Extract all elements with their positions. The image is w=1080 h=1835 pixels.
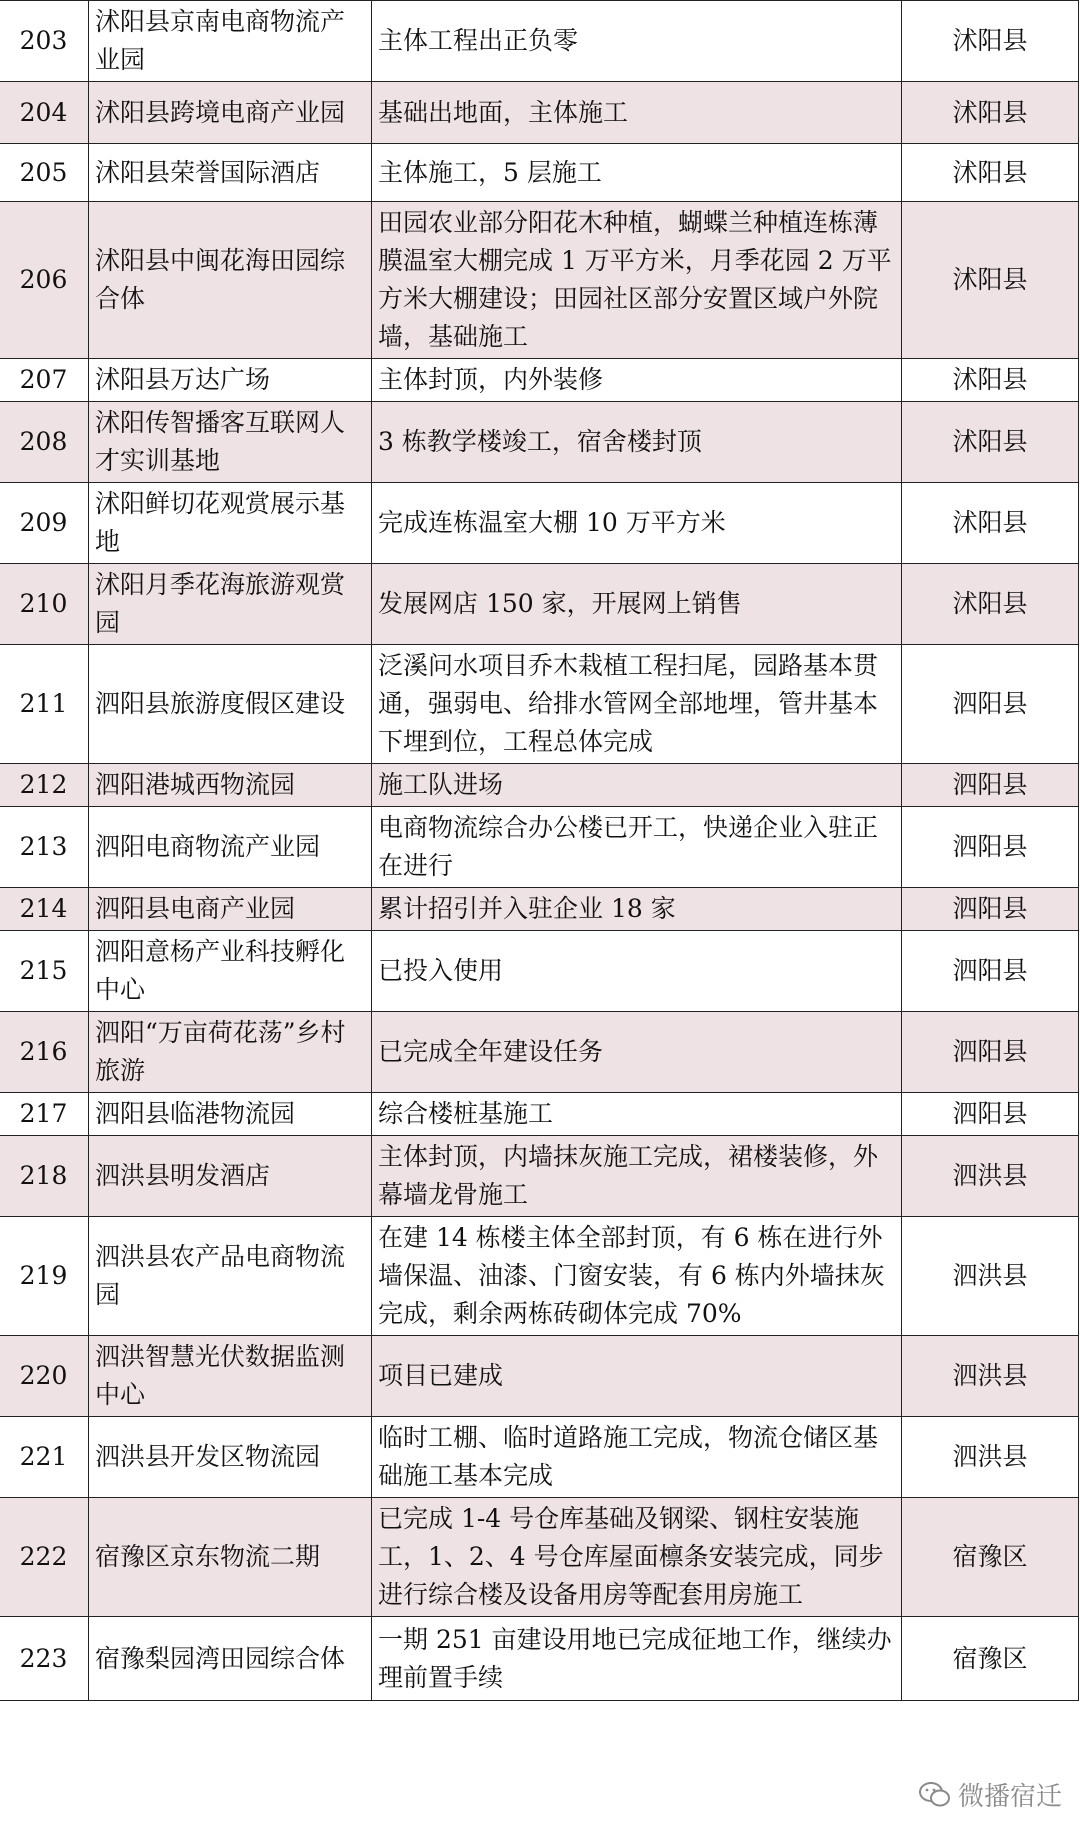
table-row [0, 931, 1079, 1012]
project-name: 宿豫区京东物流二期 [89, 1498, 372, 1617]
row-number: 222 [0, 1498, 89, 1617]
project-name: 沭阳县跨境电商产业园 [89, 82, 372, 144]
project-name: 泗阳县临港物流园 [89, 1093, 372, 1136]
project-name: 泗洪县开发区物流园 [89, 1417, 372, 1498]
row-number: 208 [0, 402, 89, 483]
project-name: 泗阳县旅游度假区建设 [89, 645, 372, 764]
row-number: 206 [0, 202, 89, 359]
project-name: 泗阳港城西物流园 [89, 764, 372, 807]
project-progress: 完成连栋温室大棚 10 万平方米 [372, 483, 902, 564]
project-progress: 累计招引并入驻企业 18 家 [372, 888, 902, 931]
project-county: 泗阳县 [902, 807, 1079, 888]
project-progress: 已完成 1-4 号仓库基础及钢梁、钢柱安装施工，1、2、4 号仓库屋面檩条安装完成，同步进行综合楼及设备用房等配套用房施工 [372, 1498, 902, 1617]
table-row [0, 402, 1079, 483]
table-row [0, 1, 1079, 82]
row-number: 203 [0, 1, 89, 82]
project-county: 泗阳县 [902, 1012, 1079, 1093]
row-number: 204 [0, 82, 89, 144]
project-progress: 临时工棚、临时道路施工完成，物流仓储区基础施工基本完成 [372, 1417, 902, 1498]
project-name: 沭阳县荣誉国际酒店 [89, 144, 372, 202]
table-row [0, 1417, 1079, 1498]
project-county: 泗洪县 [902, 1136, 1079, 1217]
table-row [0, 82, 1079, 144]
row-number: 216 [0, 1012, 89, 1093]
table-row [0, 1498, 1079, 1617]
project-name: 泗洪智慧光伏数据监测中心 [89, 1336, 372, 1417]
project-progress: 一期 251 亩建设用地已完成征地工作，继续办理前置手续 [372, 1617, 902, 1701]
project-county: 沭阳县 [902, 82, 1079, 144]
project-county: 泗阳县 [902, 931, 1079, 1012]
project-county: 沭阳县 [902, 483, 1079, 564]
project-name: 泗阳县电商产业园 [89, 888, 372, 931]
project-county: 沭阳县 [902, 202, 1079, 359]
project-progress: 3 栋教学楼竣工，宿舍楼封顶 [372, 402, 902, 483]
row-number: 218 [0, 1136, 89, 1217]
project-county: 泗阳县 [902, 1093, 1079, 1136]
project-county: 沭阳县 [902, 1, 1079, 82]
table-row [0, 483, 1079, 564]
project-progress: 主体工程出正负零 [372, 1, 902, 82]
table-row [0, 1093, 1079, 1136]
watermark-text: 微播宿迁 [957, 1782, 1062, 1812]
project-progress: 综合楼桩基施工 [372, 1093, 902, 1136]
project-progress: 已完成全年建设任务 [372, 1012, 902, 1093]
table-row [0, 1617, 1079, 1701]
project-progress: 基础出地面，主体施工 [372, 82, 902, 144]
project-name: 宿豫梨园湾田园综合体 [89, 1617, 372, 1701]
project-progress: 主体施工，5 层施工 [372, 144, 902, 202]
project-progress: 项目已建成 [372, 1336, 902, 1417]
table-row [0, 764, 1079, 807]
table-row [0, 888, 1079, 931]
project-name: 沭阳县万达广场 [89, 359, 372, 402]
row-number: 214 [0, 888, 89, 931]
project-county: 沭阳县 [902, 402, 1079, 483]
watermark [918, 1776, 1062, 1813]
project-name: 泗阳电商物流产业园 [89, 807, 372, 888]
project-name: 沭阳县京南电商物流产业园 [89, 1, 372, 82]
table-row [0, 202, 1079, 359]
project-name: 沭阳县中闽花海田园综合体 [89, 202, 372, 359]
row-number: 219 [0, 1217, 89, 1336]
row-number: 210 [0, 564, 89, 645]
row-number: 207 [0, 359, 89, 402]
row-number: 209 [0, 483, 89, 564]
project-name: 泗洪县农产品电商物流园 [89, 1217, 372, 1336]
project-county: 沭阳县 [902, 144, 1079, 202]
table-row [0, 144, 1079, 202]
project-name: 沭阳月季花海旅游观赏园 [89, 564, 372, 645]
project-county: 宿豫区 [902, 1617, 1079, 1701]
project-name: 泗阳“万亩荷花荡”乡村旅游 [89, 1012, 372, 1093]
row-number: 212 [0, 764, 89, 807]
project-county: 泗洪县 [902, 1336, 1079, 1417]
project-county: 泗洪县 [902, 1417, 1079, 1498]
project-progress: 发展网店 150 家，开展网上销售 [372, 564, 902, 645]
project-name: 沭阳鲜切花观赏展示基地 [89, 483, 372, 564]
project-county: 宿豫区 [902, 1498, 1079, 1617]
project-progress: 泛溪问水项目乔木栽植工程扫尾，园路基本贯通，强弱电、给排水管网全部地埋，管井基本下埋到位，工程总体完成 [372, 645, 902, 764]
project-name: 泗阳意杨产业科技孵化中心 [89, 931, 372, 1012]
project-name: 沭阳传智播客互联网人才实训基地 [89, 402, 372, 483]
project-county: 泗洪县 [902, 1217, 1079, 1336]
row-number: 213 [0, 807, 89, 888]
table-row [0, 645, 1079, 764]
project-progress: 田园农业部分阳花木种植，蝴蝶兰种植连栋薄膜温室大棚完成 1 万平方米，月季花园 2 万平方米大棚建设；田园社区部分安置区域户外院墙，基础施工 [372, 202, 902, 359]
project-progress: 已投入使用 [372, 931, 902, 1012]
row-number: 211 [0, 645, 89, 764]
project-progress: 在建 14 栋楼主体全部封顶，有 6 栋在进行外墙保温、油漆、门窗安装，有 6 栋内外墙抹灰完成，剩余两栋砖砌体完成 70% [372, 1217, 902, 1336]
row-number: 217 [0, 1093, 89, 1136]
table-row [0, 807, 1079, 888]
row-number: 215 [0, 931, 89, 1012]
wechat-icon [918, 1781, 952, 1809]
table-row [0, 1217, 1079, 1336]
project-county: 泗阳县 [902, 764, 1079, 807]
table-body [0, 1, 1079, 1701]
project-county: 沭阳县 [902, 359, 1079, 402]
project-progress: 主体封顶，内外装修 [372, 359, 902, 402]
row-number: 220 [0, 1336, 89, 1417]
table-row [0, 1336, 1079, 1417]
project-name: 泗洪县明发酒店 [89, 1136, 372, 1217]
table-row [0, 1136, 1079, 1217]
project-progress: 主体封顶，内墙抹灰施工完成，裙楼装修，外幕墙龙骨施工 [372, 1136, 902, 1217]
row-number: 223 [0, 1617, 89, 1701]
table-row [0, 1012, 1079, 1093]
row-number: 221 [0, 1417, 89, 1498]
table-row [0, 359, 1079, 402]
table-row [0, 564, 1079, 645]
project-progress: 电商物流综合办公楼已开工，快递企业入驻正在进行 [372, 807, 902, 888]
project-county: 泗阳县 [902, 888, 1079, 931]
project-progress: 施工队进场 [372, 764, 902, 807]
project-county: 泗阳县 [902, 645, 1079, 764]
row-number: 205 [0, 144, 89, 202]
project-county: 沭阳县 [902, 564, 1079, 645]
